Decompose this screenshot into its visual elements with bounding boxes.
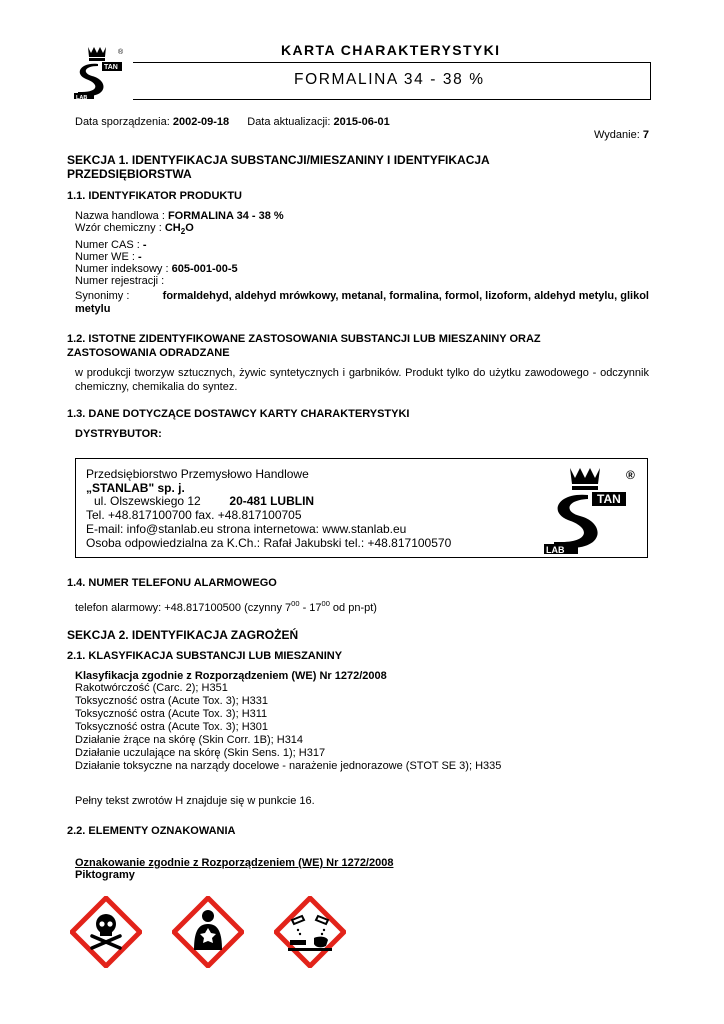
section2-heading: SEKCJA 2. IDENTYFIKACJA ZAGROŻEŃ: [67, 628, 299, 642]
index-label: Numer indeksowy :: [75, 263, 169, 275]
cas-value: -: [142, 239, 147, 251]
alarm-text-2: - 17: [299, 602, 322, 614]
svg-text:LAB: LAB: [76, 95, 88, 101]
uses-line2: chemiczny, chemikalia do syntez.: [75, 381, 238, 393]
formula-label: Wzór chemiczny :: [75, 222, 162, 234]
uses-line1: w produkcji tworzyw sztucznych, żywic syntetycznych i garbników. Produkt tylko do użytku zawodowego - odczynnik: [75, 367, 649, 379]
supplier-company-type: Przedsiębiorstwo Przemysłowo Handlowe: [86, 467, 309, 481]
alarm-phone: [75, 597, 377, 615]
subsection-1-4: 1.4. NUMER TELEFONU ALARMOWEGO: [67, 577, 277, 589]
classification-item: Rakotwórczość (Carc. 2); H351: [75, 682, 228, 694]
full-text-note: Pełny tekst zwrotów H znajduje się w punkcie 16.: [75, 795, 315, 807]
classification-item: Działanie toksyczne na narządy docelowe - narażenie jednorazowe (STOT SE 3); H335: [75, 760, 502, 772]
classification-item: Działanie żrące na skórę (Skin Corr. 1B); H314: [75, 734, 304, 746]
alarm-hour-end-sup: 00: [321, 599, 330, 608]
classification-item: Toksyczność ostra (Acute Tox. 3); H311: [75, 708, 268, 720]
supplier-email-web: E-mail: info@stanlab.eu strona internetowa: www.stanlab.eu: [86, 522, 407, 536]
edition-value: 7: [642, 129, 649, 141]
classification-item: Działanie uczulające na skórę (Skin Sens. 1); H317: [75, 747, 326, 759]
formula-value: $CH_2O$: [164, 222, 194, 236]
synonyms-label: Synonimy :: [75, 290, 130, 302]
classification-item: Toksyczność ostra (Acute Tox. 3); H301: [75, 721, 268, 733]
subsection-1-3: 1.3. DANE DOTYCZĄCE DOSTAWCY KARTY CHARAKTERYSTYKI: [67, 408, 410, 420]
index-value: 605-001-00-5: [171, 263, 238, 275]
synonyms-line1: formaldehyd, aldehyd mrówkowy, metanal, formalina, formol, lizoform, aldehyd metylu, glikol: [162, 290, 649, 302]
svg-text:®: ®: [626, 468, 635, 482]
updated-label: Data aktualizacji:: [247, 116, 331, 128]
synonyms: [75, 290, 649, 316]
document-title: KARTA CHARAKTERYSTYKI: [281, 42, 501, 58]
section1-heading-line2: PRZEDSIĘBIORSTWA: [67, 167, 192, 181]
supplier-address: [94, 494, 314, 508]
supplier-company-name: „STANLAB" sp. j.: [86, 481, 185, 495]
svg-text:®: ®: [118, 49, 124, 56]
section1-heading: [67, 153, 490, 181]
registration-number: Numer rejestracji :: [75, 275, 165, 287]
subsection-1-2: [67, 332, 541, 360]
updated-date: 2015-06-01: [333, 116, 390, 128]
subsection-2-1: 2.1. KLASYFIKACJA SUBSTANCJI LUB MIESZANINY: [67, 650, 343, 662]
created-label: Data sporządzenia:: [75, 116, 170, 128]
distributor-label: DYSTRYBUTOR:: [75, 428, 162, 440]
cas-label: Numer CAS :: [75, 239, 140, 251]
svg-text:LAB: LAB: [546, 545, 565, 555]
supplier-city: 20-481 LUBLIN: [229, 494, 315, 508]
alarm-text-1: telefon alarmowy: +48.817100500 (czynny 7: [75, 602, 292, 614]
we-value: -: [137, 251, 142, 263]
supplier-responsible-person: Osoba odpowiedzialna za K.Ch.: Rafał Jakubski tel.: +48.817100570: [86, 536, 452, 550]
subsection-1-1: 1.1. IDENTYFIKATOR PRODUKTU: [67, 190, 242, 202]
product-title: FORMALINA 34 - 38 %: [294, 71, 485, 88]
supplier-street: ul. Olszewskiego 12: [94, 494, 201, 508]
classification-item: Toksyczność ostra (Acute Tox. 3); H331: [75, 695, 268, 707]
pictograms-label: Piktogramy: [75, 869, 135, 881]
created-date: 2002-09-18: [172, 116, 230, 128]
subsection-1-2-line2: ZASTOSOWANIA ODRADZANE: [67, 347, 230, 359]
edition-label: Wydanie:: [594, 129, 640, 141]
classification-title: Klasyfikacja zgodnie z Rozporządzeniem (WE) Nr 1272/2008: [75, 670, 387, 682]
classification-list: [75, 682, 501, 773]
we-label: Numer WE :: [75, 251, 135, 263]
alarm-hour-start-sup: 00: [291, 599, 300, 608]
identified-uses: [75, 366, 649, 394]
stanlab-logo-large: [540, 464, 640, 556]
edition: [594, 129, 649, 142]
labelling-title: Oznakowanie zgodnie z Rozporządzeniem (WE) Nr 1272/2008: [75, 857, 394, 869]
svg-text:TAN: TAN: [104, 64, 118, 71]
subsection-2-2: 2.2. ELEMENTY OZNAKOWANIA: [67, 825, 236, 837]
dates-row: [75, 116, 390, 129]
health-hazard-icon: [172, 896, 244, 968]
trade-name-value: FORMALINA 34 - 38 %: [167, 210, 284, 222]
stanlab-logo: [68, 44, 130, 102]
section1-heading-line1: SEKCJA 1. IDENTYFIKACJA SUBSTANCJI/MIESZANINY I IDENTYFIKACJA: [67, 153, 490, 167]
subsection-1-2-line1: 1.2. ISTOTNE ZIDENTYFIKOWANE ZASTOSOWANIA SUBSTANCJI LUB MIESZANINY ORAZ: [67, 333, 541, 345]
supplier-phones: Tel. +48.817100700 fax. +48.817100705: [86, 508, 302, 522]
chemical-formula: [75, 222, 194, 238]
skull-crossbones-icon: [70, 896, 142, 968]
trade-name-label: Nazwa handlowa :: [75, 210, 165, 222]
synonyms-line2: metylu: [75, 303, 111, 315]
svg-text:TAN: TAN: [597, 492, 621, 506]
alarm-text-3: od pn-pt): [329, 602, 377, 614]
corrosion-icon: [274, 896, 346, 968]
